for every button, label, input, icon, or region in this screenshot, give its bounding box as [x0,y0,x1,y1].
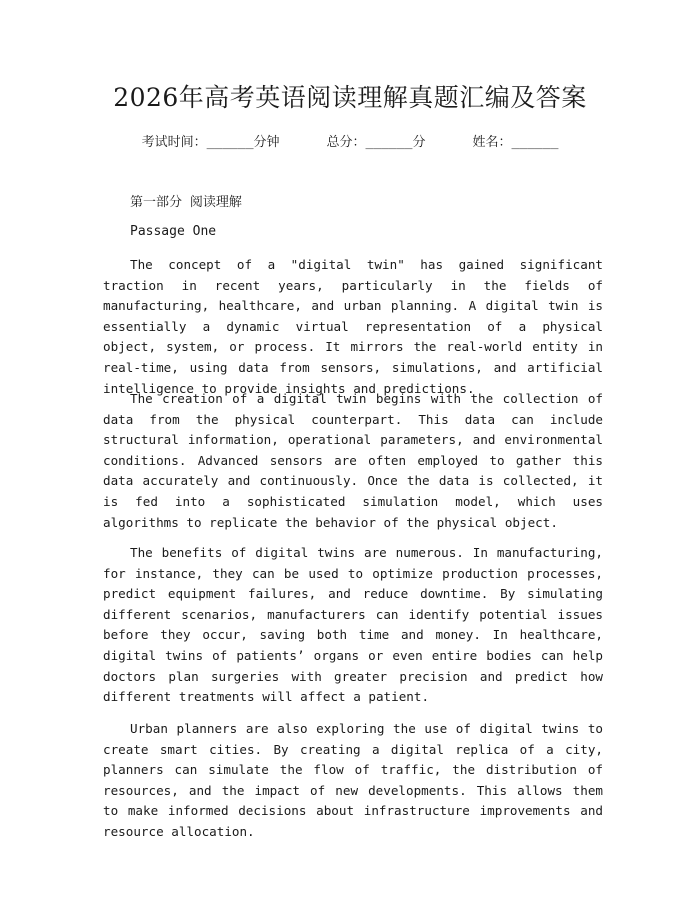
page-title: 2026年高考英语阅读理解真题汇编及答案 [113,83,587,112]
paragraph: The concept of a "digital twin" has gained significant traction in recent years, particularly in the fields of manufacturing, healthcare, and urban planning. A digital twin is essentially a dynamic virtual representation of a physical object, system, or process. It mirrors the real-world entity in real-time, using data from sensors, simulations, and artificial intelligence to provide insights and predictions. [103,257,603,396]
total-score-label: 总分：______分 [326,135,426,150]
exam-meta [0,131,700,150]
paragraph: Urban planners are also exploring the use of digital twins to create smart cities. By creating a digital replica of a city, planners can simulate the flow of traffic, the distribution of resources, and the impact of new developments. This allows them to make informed decisions about infrastructure improvements and resource allocation. [103,721,603,839]
section-heading: 第一部分 阅读理解 [130,195,242,210]
passage-label: Passage One [130,224,217,239]
paragraph: The benefits of digital twins are numerous. In manufacturing, for instance, they can be used to optimize production processes, predict equipment failures, and reduce downtime. By simulating different scenarios, manufacturers can identify potential issues before they occur, saving both time and money. In healthcare, digital twins of patients’ organs or even entire bodies can help doctors plan surgeries with greater precision and predict how different treatments will affect a patient. [103,545,603,705]
exam-time-label: 考试时间：______分钟 [141,135,280,150]
name-label: 姓名：______ [472,135,559,150]
paragraph: The creation of a digital twin begins with the collection of data from the physical counterpart. This data can include structural information, operational parameters, and environmental conditions. Advanced sensors are often employed to gather this data accurately and continuously. Once the data is collected, it is fed into a sophisticated simulation model, which uses algorithms to replicate the behavior of the physical object. [103,391,603,530]
